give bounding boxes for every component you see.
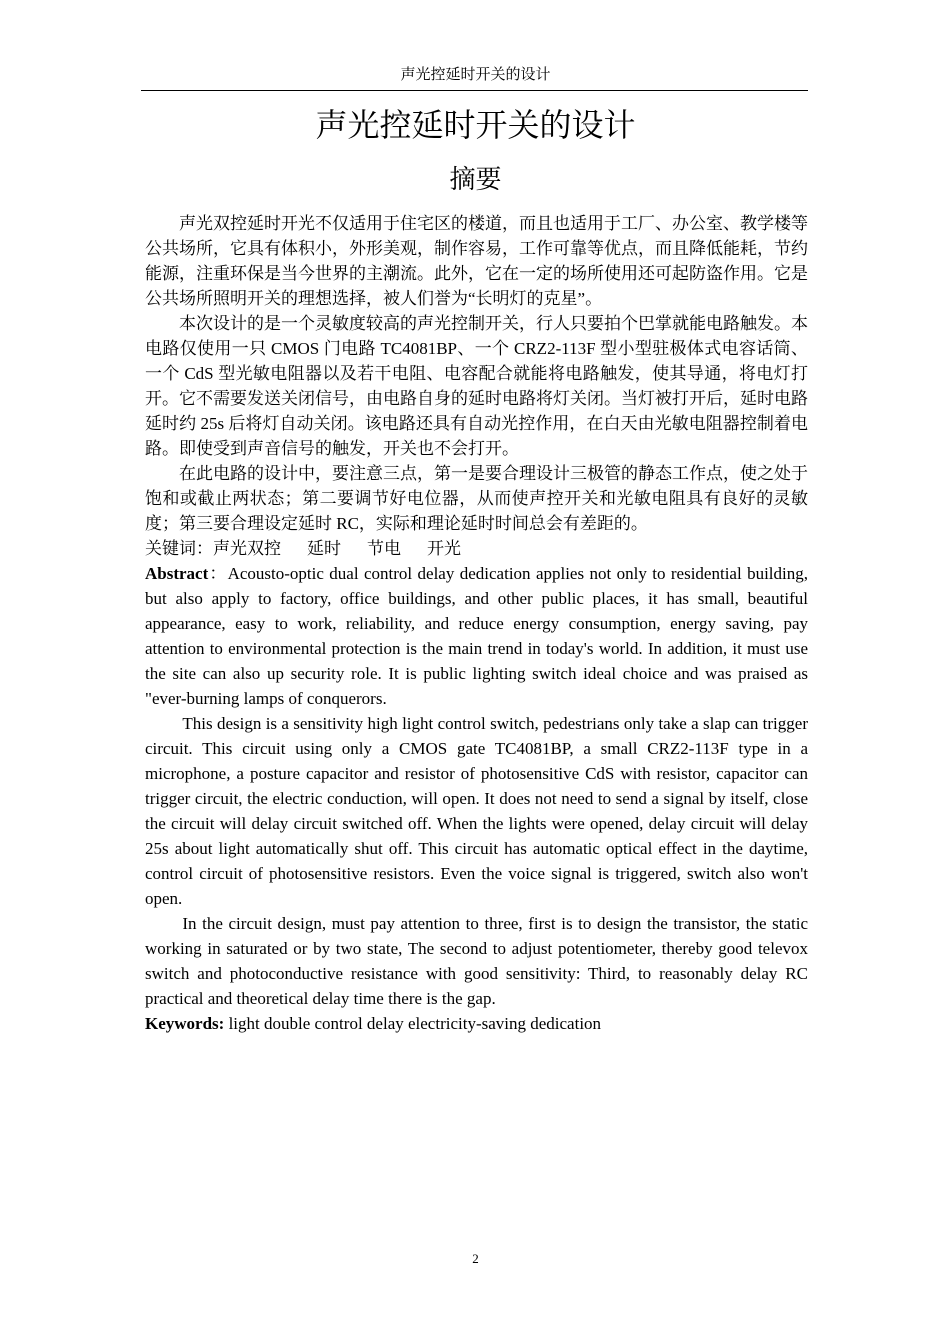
english-keywords-text: light double control delay electricity-saving dedication xyxy=(224,1014,602,1033)
english-abstract-label: Abstract xyxy=(145,564,209,583)
chinese-keyword: 声光双控 xyxy=(213,539,281,558)
header-divider xyxy=(141,90,808,91)
english-abstract-paragraph-1 xyxy=(145,561,808,711)
chinese-keyword: 延时 xyxy=(307,539,341,558)
document-title: 声光控延时开关的设计 xyxy=(315,107,636,143)
chinese-keywords-label: 关键词： xyxy=(145,539,213,558)
chinese-keywords-line xyxy=(145,536,808,561)
english-abstract-paragraph-1-text: Acousto-optic dual control delay dedication applies not only to residential building, but also apply to factory, office buildings, and other public places, it has small, beautiful appearance, easy to work, reliability, and reduce energy consumption, energy saving, pay attention to environmental protection is the main trend in today's world. In addition, it must use the site can also up security role. It is public lighting switch ideal choice and was praised as "ever-burning lamps of conquerors. xyxy=(145,564,809,708)
english-abstract-label-separator: ： xyxy=(208,564,228,583)
chinese-abstract-paragraph-2: 本次设计的是一个灵敏度较高的声光控制开关，行人只要拍个巴掌就能电路触发。本电路仅使用一只 CMOS 门电路 TC4081BP、一个 CRZ2-113F 型小型驻极体式电容话筒、一个 CdS 型光敏电阻器以及若干电阻、电容配合就能将电路触发，使其导通，将电灯打开。它不需要发送关闭信号，由电路自身的延时电路将灯关闭。当灯被打开后，延时电路延时约 25s 后将灯自动关闭。该电路还具有自动光控作用，在白天由光敏电阻器控制着电路。即使受到声音信号的触发，开关也不会打开。 xyxy=(145,314,808,458)
running-header: 声光控延时开关的设计 xyxy=(400,67,551,83)
english-keywords-line xyxy=(145,1011,808,1036)
chinese-abstract-paragraph-3: 在此电路的设计中，要注意三点，第一是要合理设计三极管的静态工作点，使之处于饱和或截止两状态；第二要调节好电位器，从而使声控开关和光敏电阻具有良好的灵敏度；第三要合理设定延时 RC，实际和理论延时时间总会有差距的。 xyxy=(145,464,808,533)
page-number: 2 xyxy=(472,1251,479,1266)
chinese-keyword: 节电 xyxy=(367,539,401,558)
chinese-keyword: 开光 xyxy=(427,539,461,558)
english-keywords-label: Keywords: xyxy=(145,1014,225,1033)
chinese-abstract-paragraph-1: 声光双控延时开光不仅适用于住宅区的楼道，而且也适用于工厂、办公室、教学楼等公共场所，它具有体积小，外形美观，制作容易，工作可靠等优点，而且降低能耗，节约能源，注重环保是当今世界的主潮流。此外，它在一定的场所使用还可起防盗作用。它是公共场所照明开关的理想选择，被人们誉为“长明灯的克星”。 xyxy=(145,214,808,308)
english-abstract-paragraph-3: In the circuit design, must pay attention to three, first is to design the transistor, the static working in saturated or by two state, The second to adjust potentiometer, thereby good televox switch and photoconductive resistance with good sensitivity: Third, to reasonably delay RC practical and theoretical delay time there is the gap. xyxy=(145,914,808,1008)
abstract-heading: 摘要 xyxy=(449,165,502,194)
english-abstract-paragraph-2: This design is a sensitivity high light control switch, pedestrians only take a slap can trigger circuit. This circuit using only a CMOS gate TC4081BP, a small CRZ2-113F type in a microphone, a posture capacitor and resistor of photosensitive CdS with resistor, capacitor can trigger circuit, the electric conduction, will open. It does not need to send a signal by itself, close the circuit will delay circuit switched off. When the lights were opened, delay circuit will delay 25s about light automatically shut off. This circuit has automatic optical effect in the daytime, control circuit of photosensitive resistors. Even the voice signal is triggered, switch also won't open. xyxy=(145,714,808,908)
abstract-body xyxy=(145,211,808,1036)
